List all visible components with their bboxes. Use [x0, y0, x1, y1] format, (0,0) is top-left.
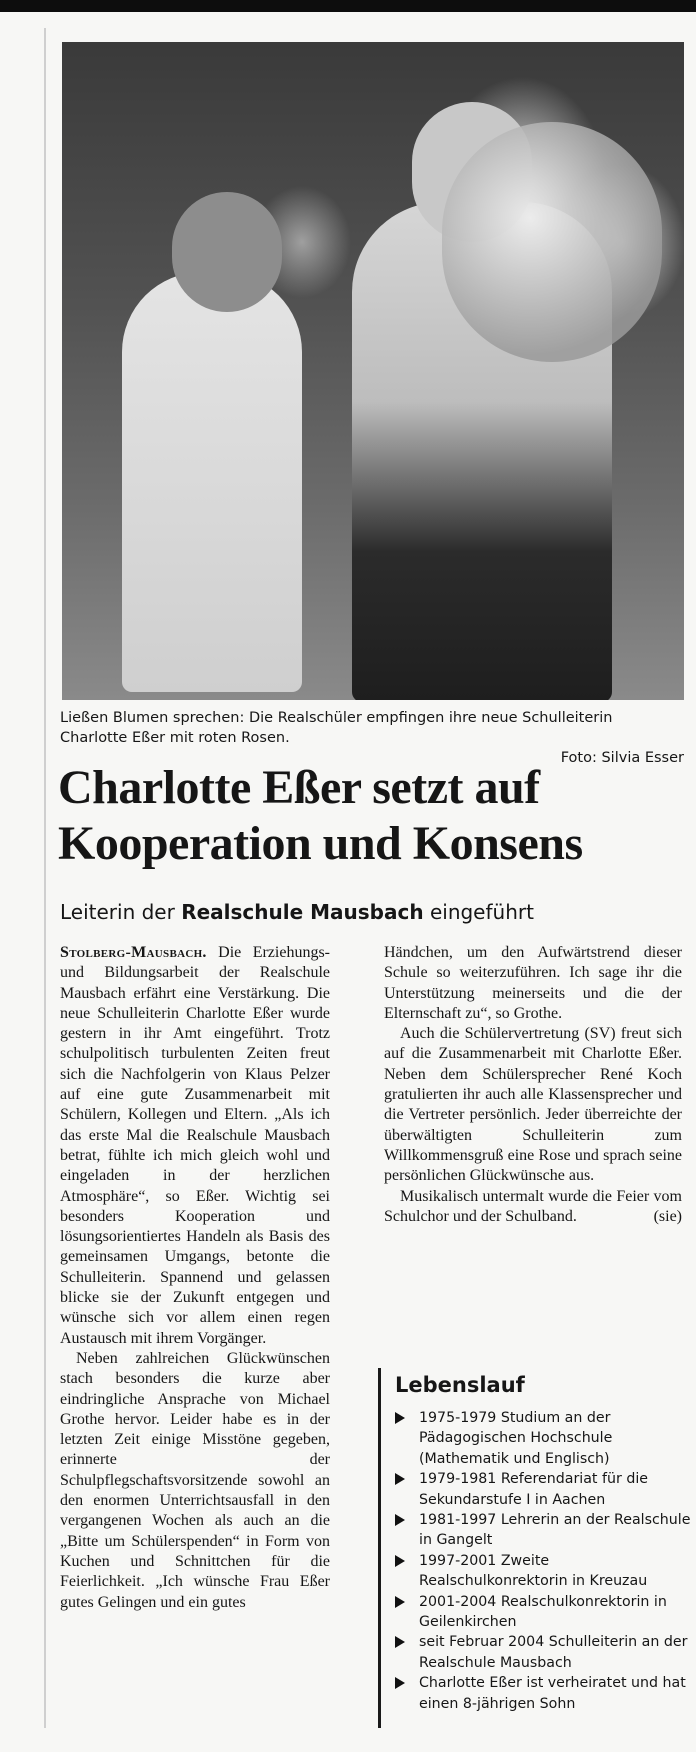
lebenslauf-item-text: 1997-2001 Zweite Realschulkonrektorin in Kreuzau — [419, 1552, 648, 1590]
lebenslauf-item — [393, 1551, 693, 1592]
article-photo — [62, 42, 684, 700]
lebenslauf-item — [393, 1592, 693, 1633]
lebenslauf-item — [393, 1632, 693, 1673]
photo-boy-figure — [122, 272, 302, 692]
arrow-right-icon — [395, 1555, 405, 1567]
lebenslauf-item — [393, 1469, 693, 1510]
article-paragraph-3: Händchen, um den Aufwärtstrend dieser Schule so weiterzuführen. Ich sage ihr die Unterstützung meinerseits und die der Elternschaft zu“, so Grothe. — [384, 944, 682, 1022]
article-paragraph-4: Auch die Schülervertretung (SV) freut sich auf die Zusammenarbeit mit Charlotte Eßer. Neben dem Schülersprecher René Koch gratulierten ihr auch alle Klassensprecher und die Vertreter persönlich. Jeder überreichte der überwältigten Schulleiterin zum Willkommensgruß eine Rose und sprach seine persönlichen Glückwünsche aus. — [384, 1025, 682, 1185]
lebenslauf-item-text: 1975-1979 Studium an der Pädagogischen Hochschule (Mathematik und Englisch) — [419, 1410, 613, 1467]
arrow-right-icon — [395, 1514, 405, 1526]
author-signature: (sie) — [653, 1207, 682, 1225]
lebenslauf-item — [393, 1408, 693, 1469]
subhead-school-name: Realschule Mausbach — [181, 900, 424, 924]
lebenslauf-item — [393, 1510, 693, 1551]
arrow-right-icon — [395, 1473, 405, 1485]
article-subheadline — [60, 898, 690, 926]
dateline: Stolberg-Mausbach. — [60, 944, 207, 961]
article-paragraph-5 — [384, 1187, 682, 1228]
lebenslauf-box — [378, 1368, 693, 1728]
photo-credit: Foto: Silvia Esser — [560, 750, 684, 766]
article-column-2 — [384, 943, 682, 1227]
headline-line-2: Kooperation und Konsens — [58, 817, 583, 870]
headline-line-1: Charlotte Eßer setzt auf — [58, 761, 540, 814]
lebenslauf-list — [381, 1408, 693, 1714]
lebenslauf-item-text: Charlotte Eßer ist verheiratet und hat einen 8-jährigen Sohn — [419, 1675, 686, 1712]
lebenslauf-title: Lebenslauf — [395, 1373, 525, 1397]
lebenslauf-item — [393, 1673, 693, 1714]
lebenslauf-item-text: seit Februar 2004 Schulleiterin an der Realschule Mausbach — [419, 1634, 688, 1671]
arrow-right-icon — [395, 1596, 405, 1608]
article-paragraph-1 — [60, 943, 330, 1349]
photo-boy-head — [172, 192, 282, 312]
subhead-suffix: eingeführt — [429, 900, 534, 924]
scan-top-border — [0, 0, 696, 12]
photo-caption — [60, 708, 684, 768]
arrow-right-icon — [395, 1412, 405, 1424]
arrow-right-icon — [395, 1636, 405, 1648]
lebenslauf-item-text: 1979-1981 Referendariat für die Sekundarstufe I in Aachen — [419, 1471, 649, 1508]
article-paragraph-2: Neben zahlreichen Glückwünschen stach besonders die kurze aber eindringliche Ansprache von Michael Grothe hervor. Leider habe es in der letzten Zeit einige Misstöne gegeben, erinnerte der Schulpflegschaftsvorsitzende sowohl an den enormen Unterrichtsausfall in den vergangenen Wochen als auch an die „Bitte um Schülerspenden“ in Form von Kuchen und Schnittchen für die Feierlichkeit. „Ich wünsche Frau Eßer gutes Gelingen und ein gutes — [60, 1349, 330, 1611]
subhead-prefix: Leiterin der — [60, 900, 175, 924]
lebenslauf-item-text: 1981-1997 Lehrerin an der Realschule in Gangelt — [419, 1512, 691, 1549]
lebenslauf-item-text: 2001-2004 Realschulkonrektorin in Geilenkirchen — [419, 1593, 667, 1631]
paragraph-1-text: Die Erziehungs- und Bildungsarbeit der Realschule Mausbach erfährt eine Verstärkung. Die neue Schulleiterin Charlotte Eßer wurde gestern in ihr Amt eingeführt. Trotz schulpolitisch turbulenten Zeiten freut sich die Nachfolgerin von Klaus Pelzer auf eine gute Zusammenarbeit mit Schülern, Kollegen und Eltern. „Als ich das erste Mal die Realschule Mausbach betrat, fühlte ich mich gleich wohl und eingeladen in der herzlichen Atmosphäre“, so Eßer. Wichtig sei besonders Kooperation und lösungsorientiertes Handeln als Basis des gemeinsamen Umgangs, betonte die Schulleiterin. Spannend und gelassen blicke sie der Zukunft entgegen und wünsche sich vor allem einen regen Austausch mit ihrem Vorgänger. — [60, 944, 331, 1347]
arrow-right-icon — [395, 1677, 405, 1689]
article-headline — [58, 760, 688, 872]
photo-roses-bouquet — [442, 122, 662, 362]
paragraph-5-text: Musikalisch untermalt wurde die Feier vom Schulchor und der Schulband. — [384, 1187, 682, 1225]
photo-caption-text: Ließen Blumen sprechen: Die Realschüler empfingen ihre neue Schulleiterin Charlotte Eßer mit roten Rosen. — [60, 710, 613, 746]
article-column-1 — [60, 943, 330, 1613]
page-margin-rule — [44, 28, 46, 1728]
